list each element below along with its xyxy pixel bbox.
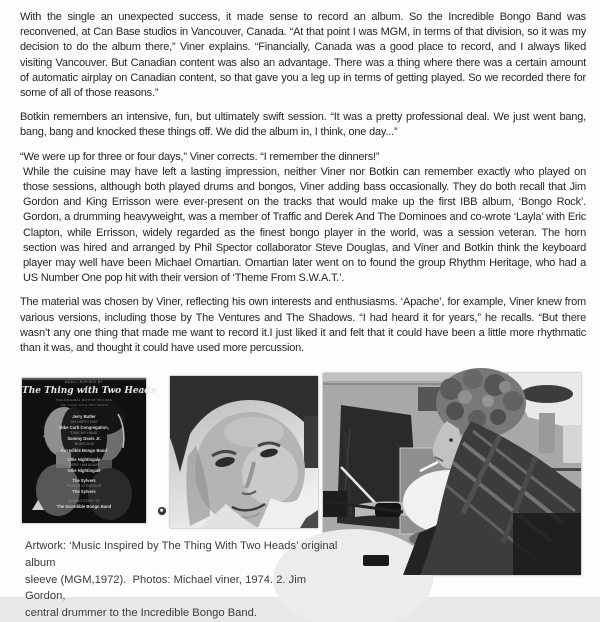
caption-line: Artwork: ‘Music Inspired by The Thing With Two Heads’ original album: [25, 540, 338, 569]
cover-subtitle-2: ‘THE THING WITH TWO HEADS’: [59, 403, 109, 407]
cover-subtitle: THE ORIGINAL MOTION PICTURE: [56, 398, 112, 402]
credit-line: The Sylvers: [72, 489, 96, 495]
cover-title: The Thing with Two Heads: [22, 386, 156, 396]
liner-notes-text: [20, 10, 586, 356]
credit-line: ‘POWER STRUGGLE’: [66, 483, 102, 488]
credit-line: ‘OH HAPPY DAY’: [69, 419, 99, 424]
paragraph-botkin-session: Botkin remembers an intensive, fun, but ultimately swift session. “It was a pretty professional deal. We just went bang, bang, bang and knocked these things off. We did the album in, I think, one day...”: [20, 111, 586, 139]
credit-line: ‘TAKE MY HAND’: [69, 430, 99, 435]
paragraph-material: The material was chosen by Viner, reflecting his own interests and enthusiasms. ‘Apache’, for example, Viner knew from various versions, including those by The Ventures and The Shadows. “I had heard it for years,” he recalls. “But there wasn’t any one thing that made me want to record it.I just liked it and felt that it could have been a little more rhythmatic than it was, and thought it could have used more percussion.: [20, 296, 586, 355]
credit-line: ‘HERE I AM AGAIN’: [68, 462, 100, 467]
caption-line: sleeve (MGM,1972). Photos: Michael viner, 1974. 2. Jim Gordon,: [25, 573, 307, 603]
paragraph-musicians: While the cuisine may have left a lasting impression, neither Viner nor Botkin can remember exactly who played on those sessions, although both played drums and bongos, Viner adding bass occasionally. They do both recall that Jim Gordon and King Errisson were ever-present on the tracks that would make up the first IBB album, ‘Bongo Rock’. Gordon, a drumming heavyweight, was a member of Traffic and Derek And The Dominoes and co-wrote ‘Layla’ with Eric Clapton, while Errisson, widely regarded as the finest bongo player in the world, was a session veteran. The horn section was hired and arranged by Phil Spector collaborator Steve Douglas, and Viner and Botkin think the keyboard player may well have been Michael Omartian. Omartian later went on to found the group Rhythm Heritage, who had a US Number One pop hit with their version of ‘Theme From S.W.A.T.’.: [23, 165, 586, 285]
credit-line: Jerry Butler: [72, 414, 96, 419]
credit-line: ‘BONGOLIA’: [73, 441, 95, 446]
record-label-logo-mark: [158, 507, 166, 515]
credit-line: ‘BONGO ROCK ’73’: [67, 498, 101, 503]
paragraph-viner-quote: “We were up for three or four days,” Viner corrects. “I remember the dinners!”: [20, 150, 380, 163]
credit-line: The Sylvers: [72, 477, 96, 483]
album-cover-text: [22, 380, 156, 510]
credit-line: Mike Curb Congregation,: [59, 425, 109, 431]
michael-viner-photo: [170, 376, 318, 528]
album-cover-image: [22, 378, 156, 523]
jim-gordon-photo: [323, 373, 581, 575]
paragraph-recording-album: With the single an unexpected success, it made sense to record an album. So the Incredible Bongo Band was reconvened, at Can Base studios in Vancouver, Canada. “At that point I was MGM, in terms of that division, so it was my decision to do the album there,” Viner explains. “Financially, Canada was a good place to record, and I always liked visiting Vancouver. But Canadian content was also an advantage. There was a thing where there was a certain amount of automatic airplay on Canadian content, so that gave you a leg up in terms of getting played. So we recorded there for some of all of those reasons.”: [20, 11, 586, 100]
credit-line: Ollie Nightingale: [67, 468, 101, 474]
caption-line: central drummer to the Incredible Bongo Band.: [25, 607, 257, 620]
cover-kicker: MUSIC INSPIRED BY: [64, 380, 104, 384]
photo-caption: [25, 538, 345, 622]
cover-credits-list: [22, 414, 146, 510]
credit-line: Incredible Bongo Band: [61, 447, 107, 453]
credit-line: Sammy Davis Jr.: [67, 436, 101, 442]
credit-line: The Incredible Bongo Band: [56, 504, 112, 510]
credit-line: Ollie Nightingale: [67, 457, 101, 463]
